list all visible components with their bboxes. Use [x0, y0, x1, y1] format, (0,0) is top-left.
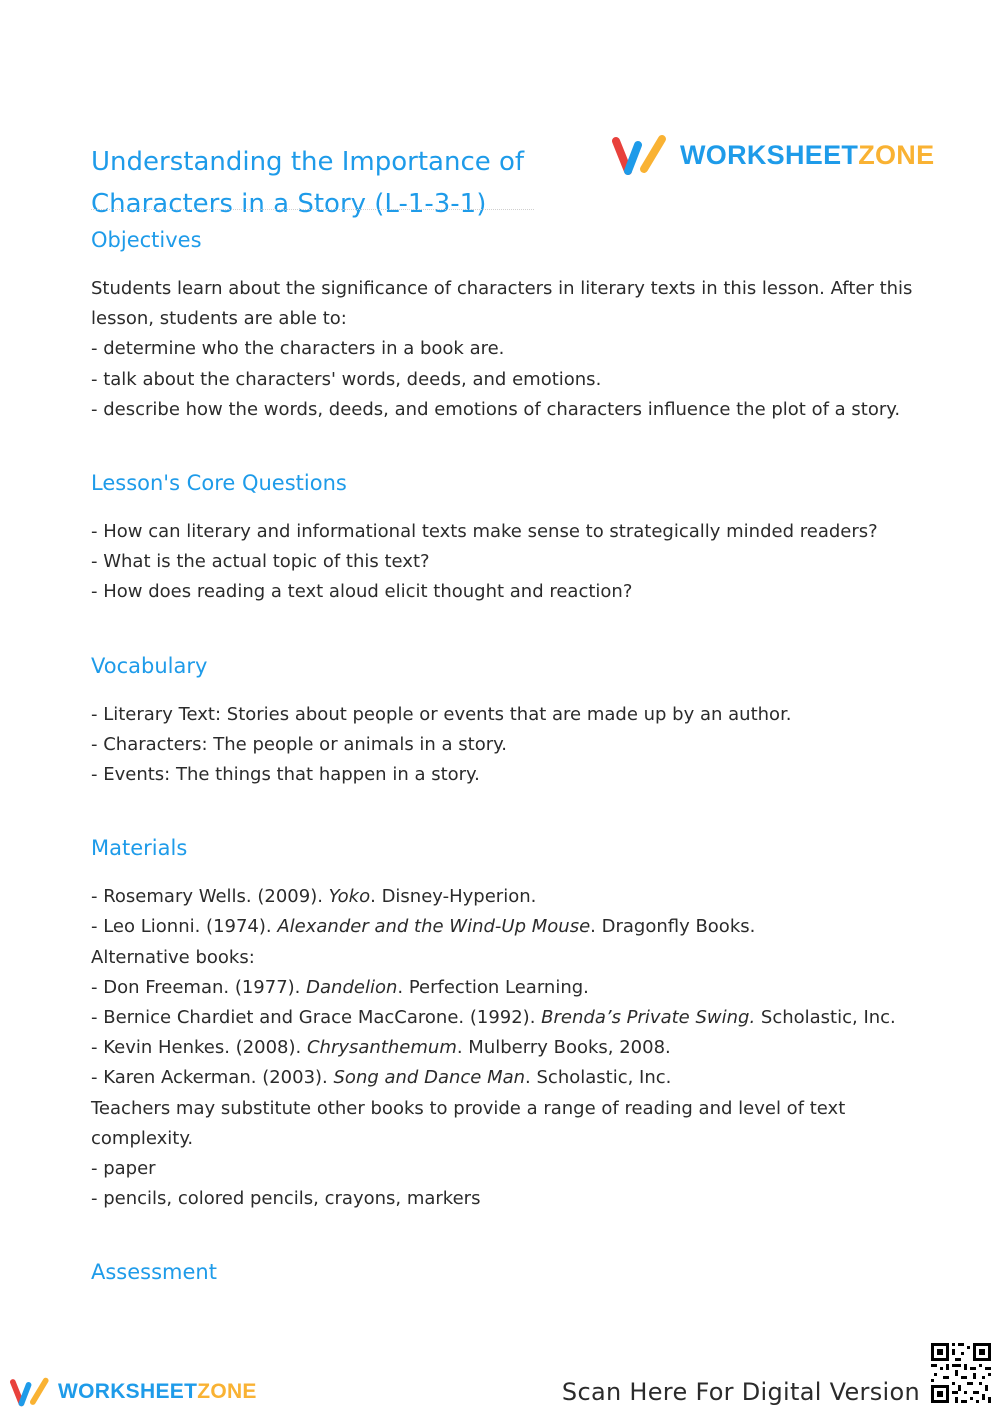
alternative-books-label: Alternative books: [91, 946, 255, 968]
worksheetzone-logo[interactable] [612, 133, 934, 177]
material-book: - Rosemary Wells. (2009). Yoko. Disney-Hyperion. [91, 886, 537, 908]
objective-item: - determine who the characters in a book are. [91, 338, 505, 360]
core-question-item: - What is the actual topic of this text? [91, 551, 430, 573]
footer-logo-wordmark: WORKSHEETZONE [58, 1380, 257, 1403]
worksheetzone-logo-icon [10, 1376, 50, 1408]
book-title: Song and Dance Man [333, 1067, 526, 1089]
book-title: Dandelion [306, 976, 398, 998]
material-supply: - paper [91, 1158, 156, 1180]
assessment-heading: Assessment [91, 1260, 217, 1285]
core-question-item: - How can literary and informational texts make sense to strategically minded readers? [91, 521, 878, 543]
materials-note: Teachers may substitute other books to provide a range of reading and level of text complexity. [91, 1097, 846, 1149]
vocabulary-section [91, 648, 921, 791]
title-line-2: Characters in a Story (L-1-3-1) [91, 189, 487, 220]
vocabulary-item: - Events: The things that happen in a story. [91, 764, 480, 786]
assessment-section [91, 1254, 921, 1290]
book-title: Chrysanthemum [306, 1037, 457, 1059]
material-book: - Bernice Chardiet and Grace MacCarone. (1992). Brenda’s Private Swing. Scholastic, Inc. [91, 1007, 896, 1029]
core-questions-section [91, 465, 921, 608]
objective-item: - talk about the characters' words, deeds, and emotions. [91, 368, 602, 390]
qr-code-icon[interactable] [928, 1340, 994, 1406]
material-book: - Karen Ackerman. (2003). Song and Dance Man. Scholastic, Inc. [91, 1067, 672, 1089]
lesson-content [91, 222, 921, 1290]
book-title: Alexander and the Wind-Up Mouse [277, 916, 591, 938]
materials-heading: Materials [91, 836, 188, 861]
page-title [91, 141, 536, 225]
objectives-heading: Objectives [91, 228, 202, 252]
material-book: - Leo Lionni. (1974). Alexander and the Wind-Up Mouse. Dragonfly Books. [91, 916, 756, 938]
objectives-intro: Students learn about the significance of characters in literary texts in this lesson. After this lesson, students are able to: [91, 278, 913, 330]
objective-item: - describe how the words, deeds, and emotions of characters influence the plot of a story. [91, 398, 901, 420]
vocabulary-item: - Characters: The people or animals in a story. [91, 733, 507, 755]
scan-instruction: Scan Here For Digital Version [561, 1378, 920, 1406]
footer-logo[interactable] [10, 1376, 257, 1408]
material-book: - Don Freeman. (1977). Dandelion. Perfection Learning. [91, 976, 589, 998]
title-divider [91, 209, 534, 210]
material-supply: - pencils, colored pencils, crayons, markers [91, 1188, 481, 1210]
title-line-1: Understanding the Importance of [91, 147, 525, 178]
logo-wordmark: WORKSHEETZONE [680, 139, 935, 170]
worksheetzone-logo-icon [612, 133, 668, 177]
material-book: - Kevin Henkes. (2008). Chrysanthemum. Mulberry Books, 2008. [91, 1037, 671, 1059]
book-title: Brenda’s Private Swing. [541, 1007, 756, 1029]
core-questions-heading: Lesson's Core Questions [91, 471, 347, 496]
objectives-section [91, 222, 921, 425]
materials-section [91, 830, 921, 1214]
core-question-item: - How does reading a text aloud elicit thought and reaction? [91, 581, 633, 603]
vocabulary-item: - Literary Text: Stories about people or events that are made up by an author. [91, 703, 792, 725]
vocabulary-heading: Vocabulary [91, 653, 208, 678]
book-title: Yoko [328, 886, 371, 908]
